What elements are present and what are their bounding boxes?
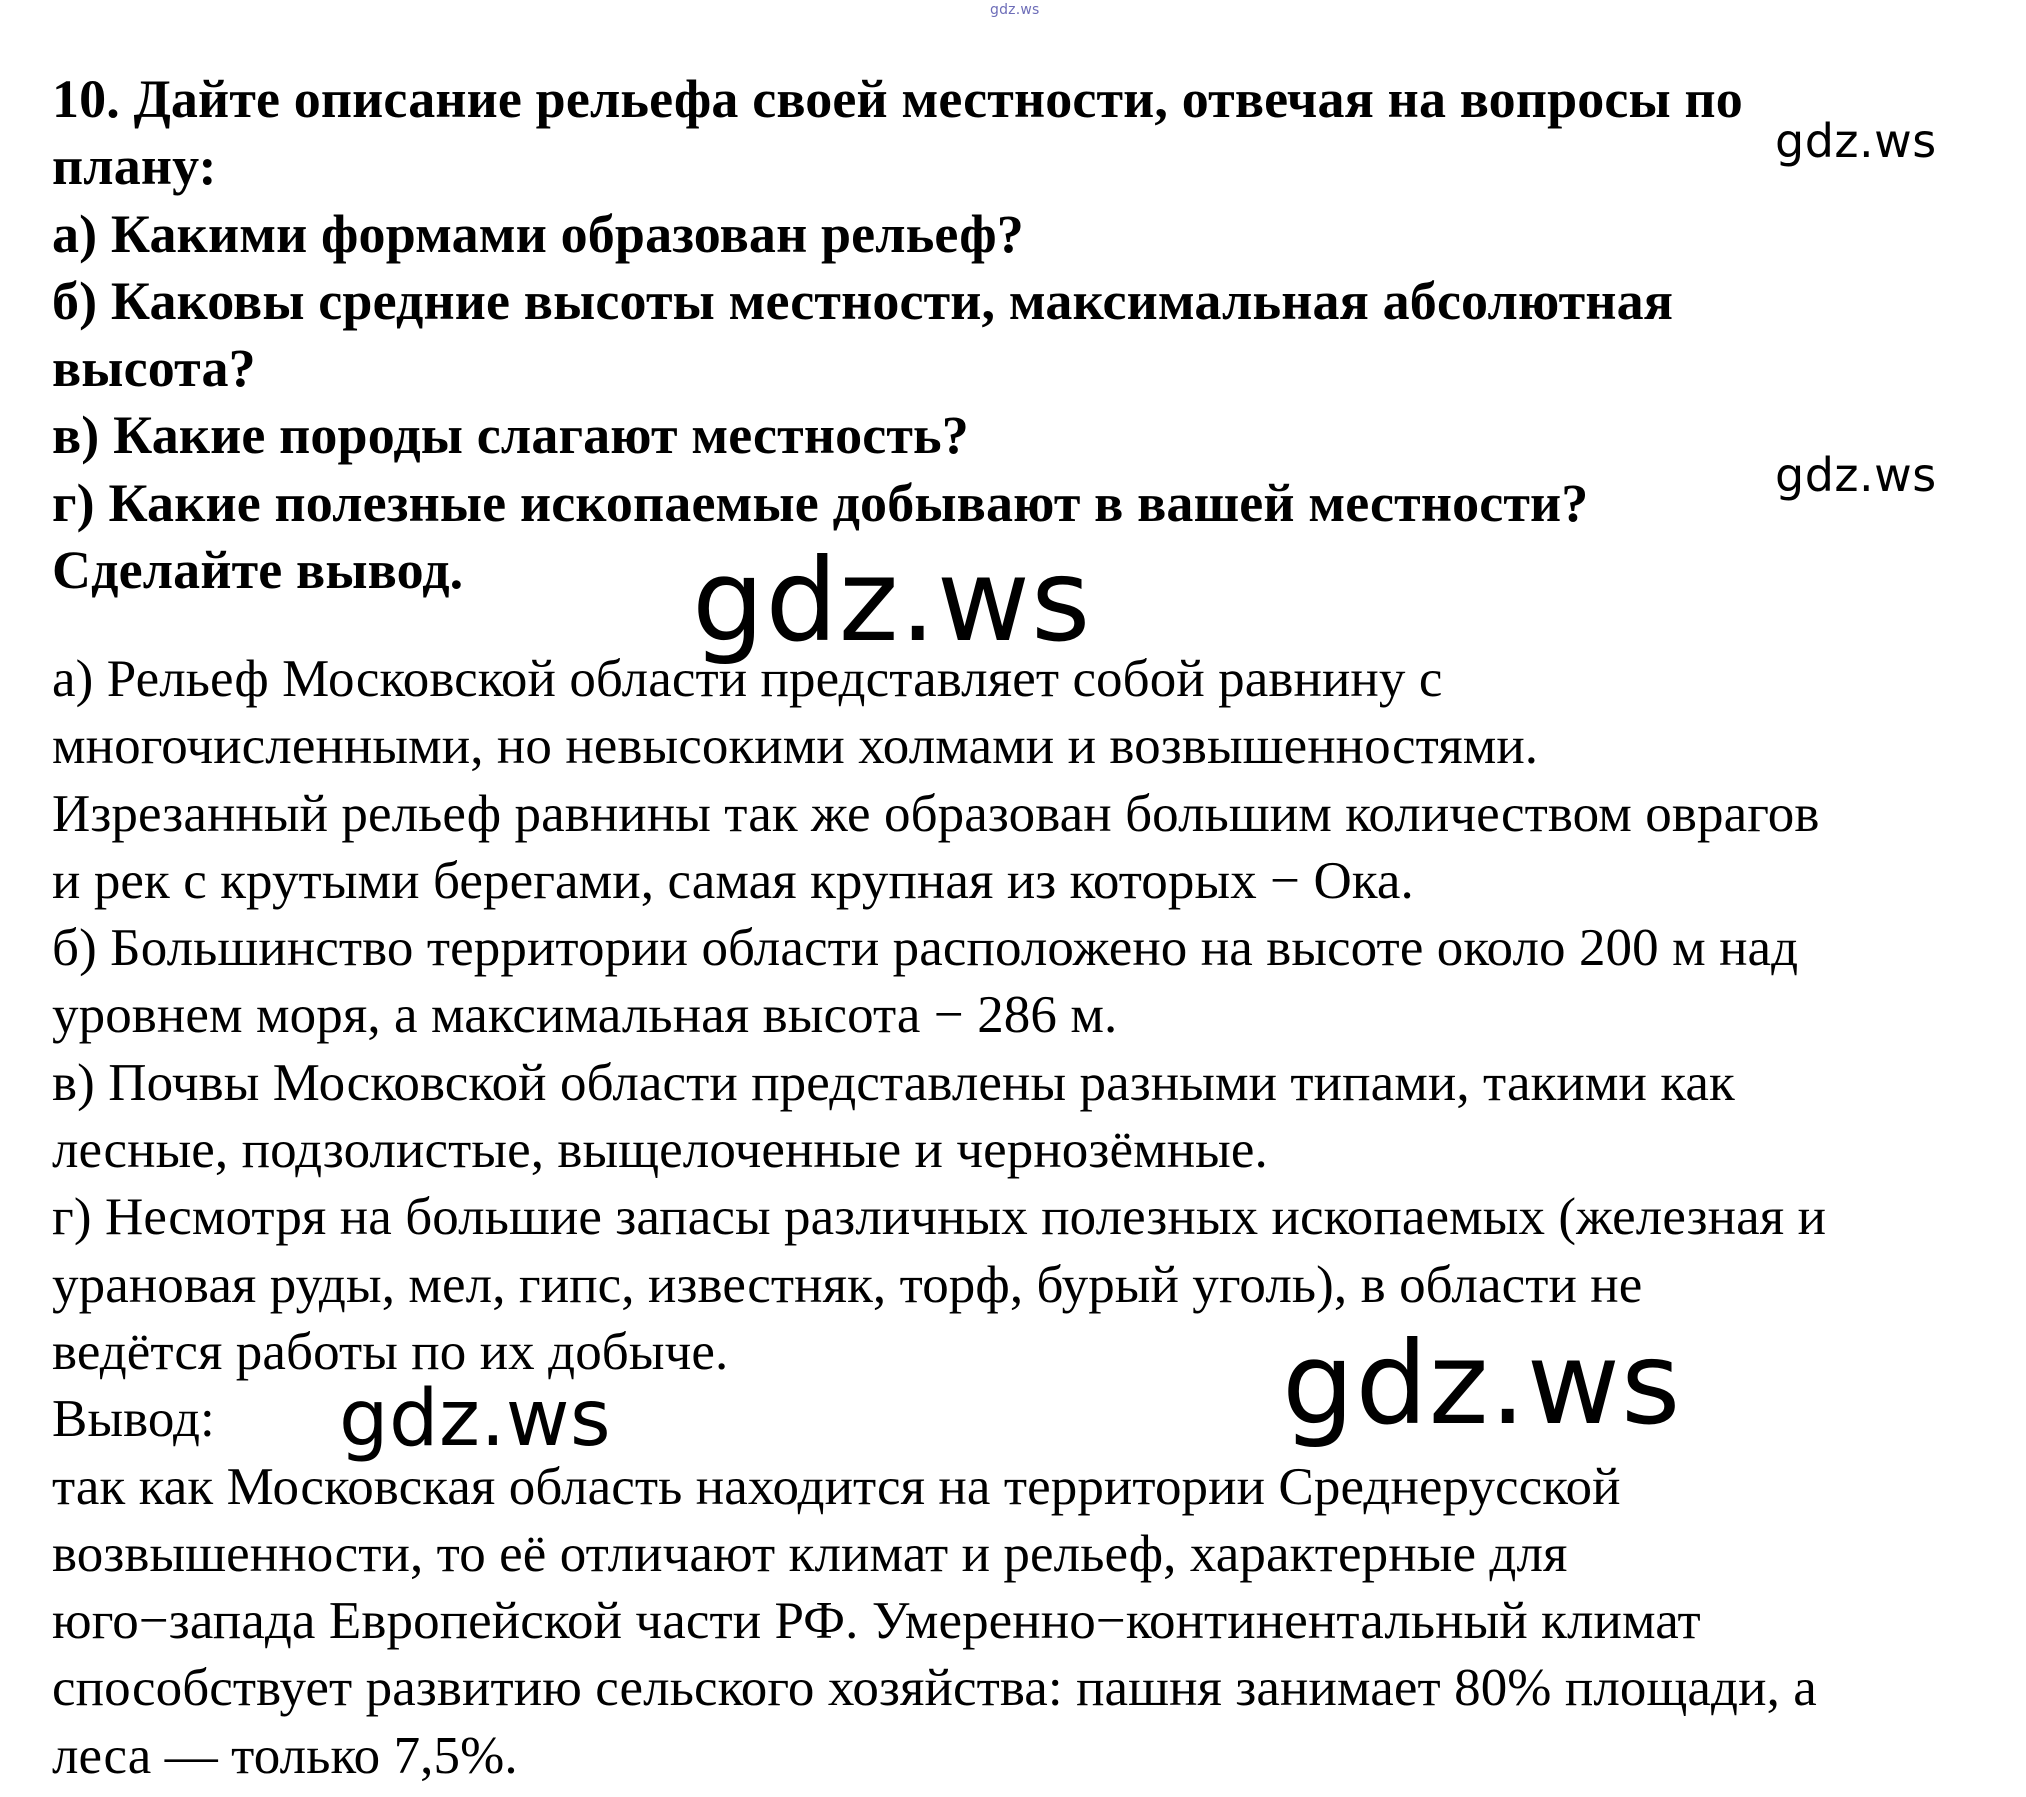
conclusion-line: леса — только 7,5%.	[52, 1726, 518, 1785]
conclusion-line: так как Московская область находится на территории Среднерусской	[52, 1457, 1621, 1516]
question-line: 10. Дайте описание рельефа своей местности, отвечая на вопросы по	[52, 69, 1743, 129]
conclusion-line: способствует развитию сельского хозяйства: пашня занимает 80% площади, а	[52, 1659, 1817, 1718]
answer-line: уровнем моря, а максимальная высота − 286 м.	[52, 986, 1118, 1045]
answer-line: а) Рельеф Московской области представляет собой равнину с	[52, 650, 1443, 708]
question-line: б) Каковы средние высоты местности, максимальная абсолютная	[52, 270, 1674, 331]
question-line: плану:	[52, 136, 217, 197]
question-line: г) Какие полезные ископаемые добывают в вашей местности?	[52, 472, 1589, 533]
answer-block	[52, 646, 2012, 1790]
answer-line: в) Почвы Московской области представлены разными типами, такими как	[52, 1053, 1735, 1112]
answer-line: Изрезанный рельеф равнины так же образован большим количеством оврагов	[52, 784, 1820, 843]
answer-line: многочисленными, но невысокими холмами и возвышенностями.	[52, 717, 1539, 776]
watermark-lower-right: gdz.ws	[1282, 1317, 1682, 1450]
question-line: а) Какими формами образован рельеф?	[52, 203, 1024, 264]
question-line: Сделайте вывод.	[52, 540, 464, 601]
watermark-lower-left: gdz.ws	[339, 1374, 612, 1464]
watermark-center: gdz.ws	[692, 534, 1092, 667]
watermark-tiny: gdz.ws	[990, 2, 1040, 18]
answer-line: ведётся работы по их добыче.	[52, 1322, 729, 1381]
question-line: в) Какие породы слагают местность?	[52, 405, 969, 466]
watermark-top-right: gdz.ws	[1775, 114, 1937, 168]
answer-line: урановая руды, мел, гипс, известняк, торф, бурый уголь), в области не	[52, 1255, 1643, 1314]
conclusion-line: юго−запада Европейской части РФ. Умеренно−континентальный климат	[52, 1592, 1701, 1651]
watermark-right: gdz.ws	[1775, 448, 1937, 502]
answer-line: б) Большинство территории области расположено на высоте около 200 м над	[52, 919, 1799, 978]
answer-line: и рек с крутыми берегами, самая крупная из которых − Ока.	[52, 851, 1414, 910]
answer-line: лесные, подзолистые, выщелоченные и чернозёмные.	[52, 1121, 1268, 1180]
conclusion-line: возвышенности, то её отличают климат и рельеф, характерные для	[52, 1524, 1568, 1583]
answer-line: г) Несмотря на большие запасы различных полезных ископаемых (железная и	[52, 1188, 1827, 1247]
question-line: высота?	[52, 338, 256, 399]
conclusion-heading: Вывод:	[52, 1390, 215, 1449]
question-block	[52, 66, 1922, 604]
